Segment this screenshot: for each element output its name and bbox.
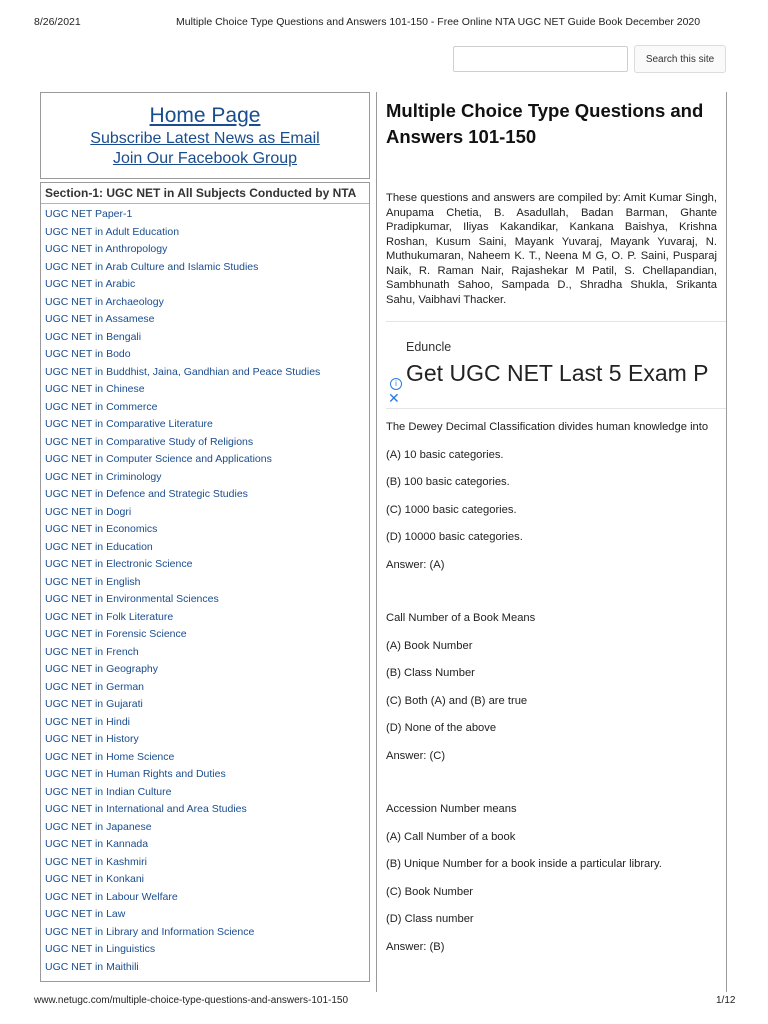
option-text: (B) 100 basic categories. <box>386 476 510 488</box>
main-content <box>376 92 727 992</box>
print-footer <box>0 995 768 1009</box>
subject-link[interactable]: UGC NET in Konkani <box>45 873 145 885</box>
subject-link[interactable]: UGC NET in International and Area Studies <box>45 803 247 815</box>
subject-link[interactable]: UGC NET in Linguistics <box>45 943 156 955</box>
question-text: Call Number of a Book Means <box>386 612 536 624</box>
subject-link[interactable]: UGC NET in Forensic Science <box>45 628 187 640</box>
subject-link[interactable]: UGC NET in Commerce <box>45 400 158 413</box>
subject-link[interactable]: UGC NET in Anthropology <box>45 243 168 255</box>
option-text: (A) Book Number <box>386 639 473 652</box>
page-number: 1/12 <box>716 995 736 1006</box>
search-button[interactable]: Search this site <box>634 45 726 73</box>
subject-link[interactable]: UGC NET in French <box>45 645 139 658</box>
subject-link[interactable]: UGC NET in Indian Culture <box>45 785 172 798</box>
close-icon[interactable]: ✕ <box>388 390 400 406</box>
option-text: (B) Unique Number for a book inside a particular library. <box>386 858 662 870</box>
subject-link[interactable]: UGC NET Paper-1 <box>45 208 133 220</box>
subject-link[interactable]: UGC NET in Hindi <box>45 715 130 728</box>
subject-link[interactable]: UGC NET in Bengali <box>45 330 142 343</box>
subject-link[interactable]: UGC NET in Adult Education <box>45 225 180 238</box>
subject-link[interactable]: UGC NET in Computer Science and Applications <box>45 453 272 465</box>
subject-link[interactable]: UGC NET in Home Science <box>45 750 175 763</box>
page-url: www.netugc.com/multiple-choice-type-questions-and-answers-101-150 <box>34 995 349 1006</box>
subject-link[interactable]: UGC NET in German <box>45 680 144 693</box>
subject-link[interactable]: UGC NET in Law <box>45 908 126 920</box>
subject-link[interactable]: UGC NET in Human Rights and Duties <box>45 768 226 780</box>
page-title: Multiple Choice Type Questions and Answers 101-150 <box>386 100 704 147</box>
subject-link[interactable]: UGC NET in History <box>45 733 139 745</box>
info-icon[interactable]: i <box>390 378 402 390</box>
option-text: (A) 10 basic categories. <box>386 448 504 461</box>
subject-link[interactable]: UGC NET in English <box>45 575 141 588</box>
subject-link[interactable]: UGC NET in Gujarati <box>45 698 143 710</box>
subject-link[interactable]: UGC NET in Defence and Strategic Studies <box>45 488 248 500</box>
question-list <box>386 420 717 954</box>
subject-link[interactable]: UGC NET in Labour Welfare <box>45 890 178 903</box>
subject-link[interactable]: UGC NET in Archaeology <box>45 295 164 308</box>
subject-link[interactable]: UGC NET in Japanese <box>45 820 152 833</box>
subject-link[interactable]: UGC NET in Arabic <box>45 278 136 290</box>
option-text: (D) Class number <box>386 913 474 925</box>
answer-text: Answer: (C) <box>386 749 446 762</box>
answer-text: Answer: (B) <box>386 940 445 953</box>
subject-link[interactable]: UGC NET in Arab Culture and Islamic Studies <box>45 260 259 273</box>
subject-link[interactable]: UGC NET in Folk Literature <box>45 610 174 623</box>
subject-link[interactable]: UGC NET in Comparative Literature <box>45 418 213 430</box>
option-text: (A) Call Number of a book <box>386 830 516 843</box>
facebook-group-link[interactable]: Join Our Facebook Group <box>112 150 298 167</box>
subject-link[interactable]: UGC NET in Criminology <box>45 470 162 483</box>
question-text: The Dewey Decimal Classification divides human knowledge into <box>386 421 709 433</box>
advertisement[interactable] <box>386 321 726 409</box>
section-heading: Section-1: UGC NET in All Subjects Conducted by NTA <box>41 183 369 204</box>
ad-advertiser: Eduncle <box>406 340 452 354</box>
subject-link[interactable]: UGC NET in Bodo <box>45 348 131 360</box>
subscribe-email-link[interactable]: Subscribe Latest News as Email <box>90 130 320 147</box>
subject-link[interactable]: UGC NET in Assamese <box>45 313 155 325</box>
home-page-link[interactable]: Home Page <box>149 104 261 127</box>
subject-link[interactable]: UGC NET in Kannada <box>45 838 149 850</box>
ad-headline[interactable]: Get UGC NET Last 5 Exam P <box>406 360 709 386</box>
question-text: Accession Number means <box>386 803 517 815</box>
subject-link[interactable]: UGC NET in Chinese <box>45 383 145 395</box>
subject-link[interactable]: UGC NET in Kashmiri <box>45 855 147 868</box>
answer-text: Answer: (A) <box>386 558 445 571</box>
option-text: (B) Class Number <box>386 667 475 679</box>
print-title: Multiple Choice Type Questions and Answers 101-150 - Free Online NTA UGC NET Guide Book December 2020 <box>176 16 701 28</box>
option-text: (C) 1000 basic categories. <box>386 503 517 516</box>
print-header <box>0 16 768 30</box>
option-text: (C) Both (A) and (B) are true <box>386 694 528 707</box>
subject-list <box>45 204 365 976</box>
subject-section <box>40 182 370 982</box>
subject-link[interactable]: UGC NET in Education <box>45 540 153 553</box>
subject-link[interactable]: UGC NET in Maithili <box>45 960 139 973</box>
subject-link[interactable]: UGC NET in Buddhist, Jaina, Gandhian and Peace Studies <box>45 365 321 378</box>
subject-link[interactable]: UGC NET in Library and Information Science <box>45 925 255 938</box>
search-input[interactable] <box>453 46 628 72</box>
subject-link[interactable]: UGC NET in Economics <box>45 523 158 535</box>
subject-link[interactable]: UGC NET in Comparative Study of Religions <box>45 435 254 448</box>
sidebar <box>40 92 370 982</box>
subject-link[interactable]: UGC NET in Electronic Science <box>45 558 193 570</box>
option-text: (D) 10000 basic categories. <box>386 531 523 543</box>
option-text: (D) None of the above <box>386 722 497 734</box>
subject-link[interactable]: UGC NET in Dogri <box>45 505 132 518</box>
option-text: (C) Book Number <box>386 885 474 898</box>
intro-paragraph: These questions and answers are compiled by: Amit Kumar Singh, Anupama Chetia, B. Asadullah, Badan Barman, Ghante Pradipkumar, Iliyas Kakandikar, Kankana Baishya, Krishna Roshan, Kusum Saini, Mayank Yuvaraj, Mayank Yuvaraj, N. Muthukumaran, Naheem K. T., Neena M G, O. P. Saini, Pusparaj Naik, R. Raman Nair, Rajashekar M Patil, S. Chellapandian, Sambhunath Sahoo, Sampada D., Shradha Shukla, Srikanta Sahu, Vaibhavi Thacker. <box>386 192 717 306</box>
sidebar-links-box <box>40 92 370 179</box>
subject-link[interactable]: UGC NET in Geography <box>45 663 159 675</box>
subject-link[interactable]: UGC NET in Environmental Sciences <box>45 593 219 605</box>
print-date: 8/26/2021 <box>34 16 81 28</box>
